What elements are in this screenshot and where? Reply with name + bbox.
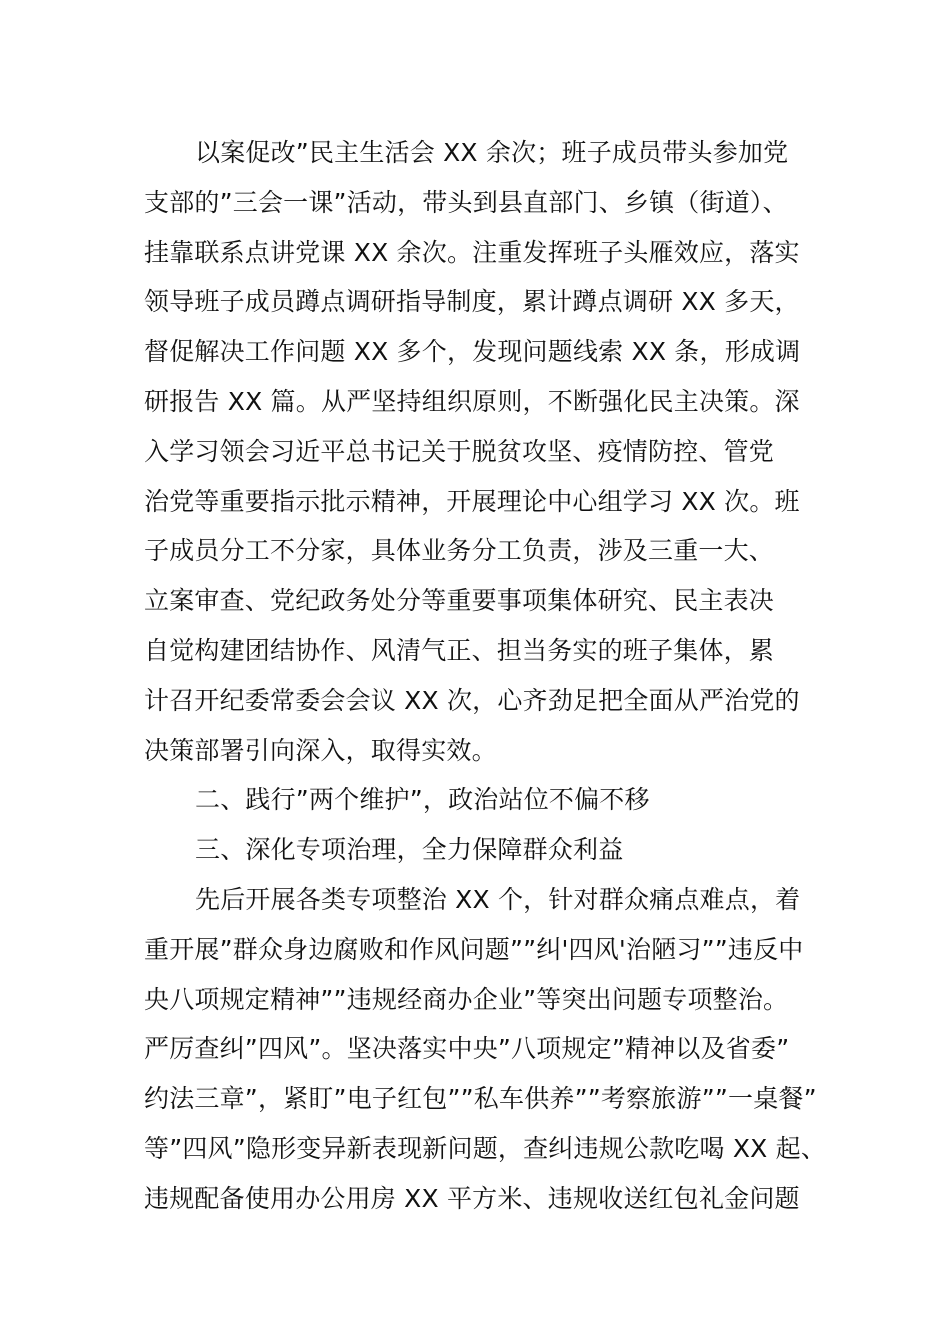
paragraph-line: 治党等重要指示批示精神，开展理论中心组学习 XX 次。班 (144, 486, 800, 516)
document-body (144, 128, 827, 1224)
paragraph-line: 重开展”群众身边腐败和作风问题””纠'四风'治陋习””违反中 (144, 934, 804, 964)
paragraph-line: 约法三章”，紧盯”电子红包””私车供养””考察旅游””一桌餐” (144, 1084, 817, 1114)
paragraph-line: 立案审查、党纪政务处分等重要事项集体研究、民主表决 (144, 586, 775, 616)
paragraph-line: 子成员分工不分家，具体业务分工负责，涉及三重一大、 (144, 536, 775, 566)
paragraph-line: 领导班子成员蹲点调研指导制度，累计蹲点调研 XX 多天， (144, 287, 800, 317)
paragraph-line: 研报告 XX 篇。从严坚持组织原则，不断强化民主决策。深 (144, 386, 800, 416)
paragraph-line: 入学习领会习近平总书记关于脱贫攻坚、疫情防控、管党 (144, 436, 775, 466)
paragraph-line: 挂靠联系点讲党课 XX 余次。注重发挥班子头雁效应，落实 (144, 237, 800, 267)
paragraph-line: 计召开纪委常委会会议 XX 次，心齐劲足把全面从严治党的 (144, 685, 800, 715)
paragraph-line: 决策部署引向深入，取得实效。 (144, 735, 497, 765)
paragraph-line: 等”四风”隐形变异新表现新问题，查纠违规公款吃喝 XX 起、 (144, 1133, 827, 1163)
paragraph-line: 先后开展各类专项整治 XX 个，针对群众痛点难点，着 (195, 884, 801, 914)
paragraph-line: 以案促改”民主生活会 XX 余次；班子成员带头参加党 (195, 138, 789, 167)
section-heading: 三、深化专项治理，全力保障群众利益 (195, 835, 624, 865)
paragraph-line: 严厉查纠”四风”。坚决落实中央”八项规定”精神以及省委” (144, 1034, 790, 1064)
section-heading: 二、践行”两个维护”，政治站位不偏不移 (195, 785, 650, 815)
paragraph-line: 自觉构建团结协作、风清气正、担当务实的班子集体，累 (144, 635, 775, 665)
paragraph-line: 违规配备使用办公用房 XX 平方米、违规收送红包礼金问题 (144, 1183, 800, 1213)
paragraph-line: 督促解决工作问题 XX 多个，发现问题线索 XX 条，形成调 (144, 337, 801, 367)
paragraph-line: 支部的”三会一课”活动，带头到县直部门、乡镇（街道）、 (144, 187, 788, 217)
paragraph-line: 央八项规定精神””违规经商办企业”等突出问题专项整治。 (144, 984, 789, 1014)
